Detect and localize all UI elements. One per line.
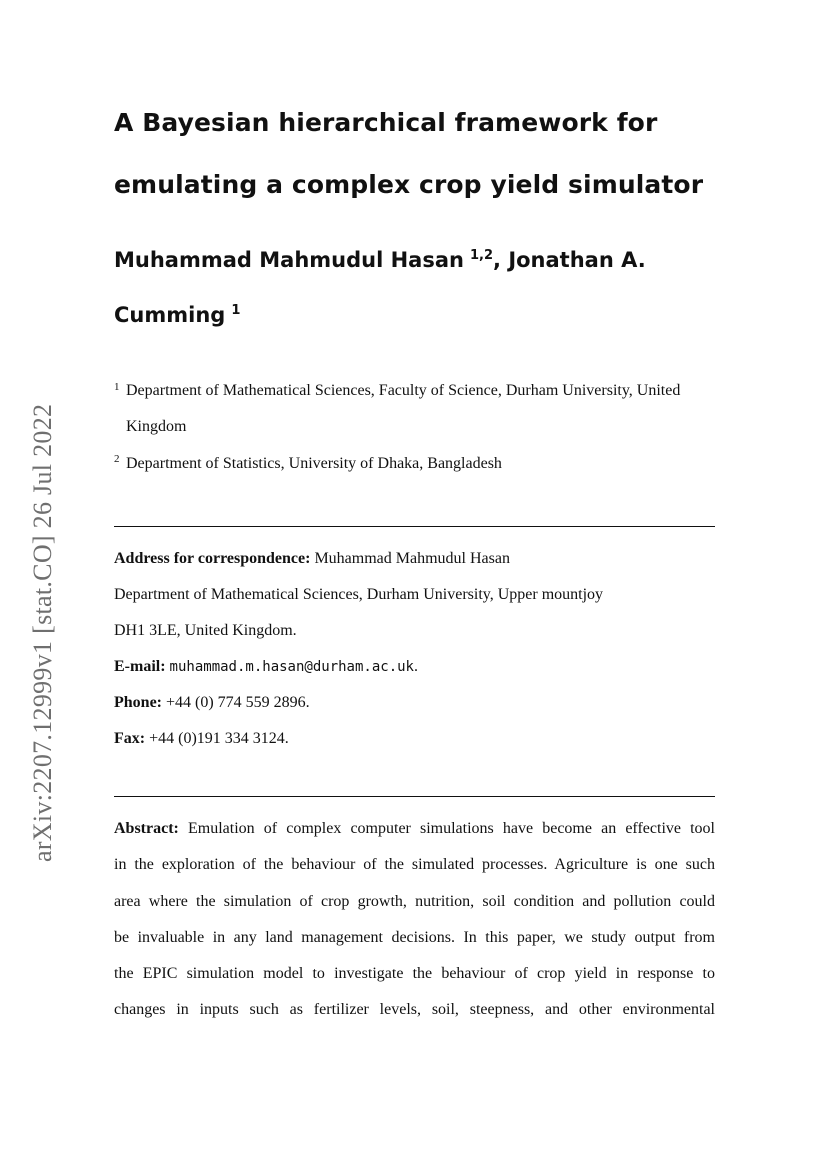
abstract-label: Abstract: [114, 820, 179, 837]
horizontal-rule-top [114, 526, 715, 527]
paper-title-line-1: A Bayesian hierarchical framework for [114, 108, 658, 137]
paper-title-line-2: emulating a complex crop yield simulator [114, 170, 704, 199]
correspondence-label: Address for correspondence: [114, 550, 311, 567]
author-line-1 [114, 248, 646, 272]
arxiv-identifier-stamp: arXiv:2207.12999v1 [stat.CO] 26 Jul 2022 [28, 403, 57, 862]
author-line-2 [114, 303, 240, 327]
phone-number: +44 (0) 774 559 2896. [166, 694, 310, 711]
phone-label: Phone: [114, 694, 162, 711]
fax-line [114, 730, 289, 748]
correspondence-address-line-1: Department of Mathematical Sciences, Durham University, Upper mountjoy [114, 586, 604, 603]
abstract-line-6: changes in inputs such as fertilizer levels, soil, steepness, and other environmental [114, 1001, 715, 1019]
fax-label: Fax: [114, 730, 146, 747]
abstract-line-5: the EPIC simulation model to investigate the behaviour of crop yield in response to [114, 965, 715, 983]
correspondence-name: Muhammad Mahmudul Hasan [314, 550, 510, 567]
affiliation-1-number: 1 [114, 381, 120, 393]
affiliation-2-line-1: Department of Statistics, University of Dhaka, Bangladesh [126, 455, 502, 472]
abstract-line-4: be invaluable in any land management decisions. In this paper, we study output from [114, 928, 715, 946]
affiliation-1-line-2: Kingdom [126, 418, 187, 435]
fax-number: +44 (0)191 334 3124. [149, 730, 289, 747]
correspondence-address-line-2: DH1 3LE, United Kingdom. [114, 622, 297, 639]
phone-line [114, 694, 310, 712]
affiliation-1-line-1: Department of Mathematical Sciences, Faculty of Science, Durham University, United [126, 382, 681, 399]
email-line [114, 658, 418, 676]
email-end-period: . [413, 658, 418, 675]
author-cumming: Cumming [114, 303, 226, 327]
abstract-line-3: area where the simulation of crop growth, nutrition, soil condition and pollution could [114, 892, 715, 910]
author-cumming-affiliation-mark: 1 [231, 303, 241, 319]
abstract [114, 819, 715, 1037]
abstract-line-1 [114, 819, 715, 855]
affiliation-2-number: 2 [114, 453, 120, 465]
horizontal-rule-bottom [114, 796, 715, 797]
author-hasan-affiliation-marks: 1,2 [469, 248, 494, 264]
email-label: E-mail: [114, 658, 166, 675]
author-hasan: Muhammad Mahmudul Hasan [114, 248, 464, 272]
abstract-line-2: in the exploration of the behaviour of the simulated processes. Agriculture is one such [114, 856, 715, 874]
correspondence-line [114, 550, 510, 568]
email-address-link[interactable]: muhammad.m.hasan@durham.ac.uk [169, 659, 414, 675]
author-line-1-rest: , Jonathan A. [493, 248, 646, 272]
abstract-text-line-1: Emulation of complex computer simulations have become an effective tool [188, 820, 716, 837]
